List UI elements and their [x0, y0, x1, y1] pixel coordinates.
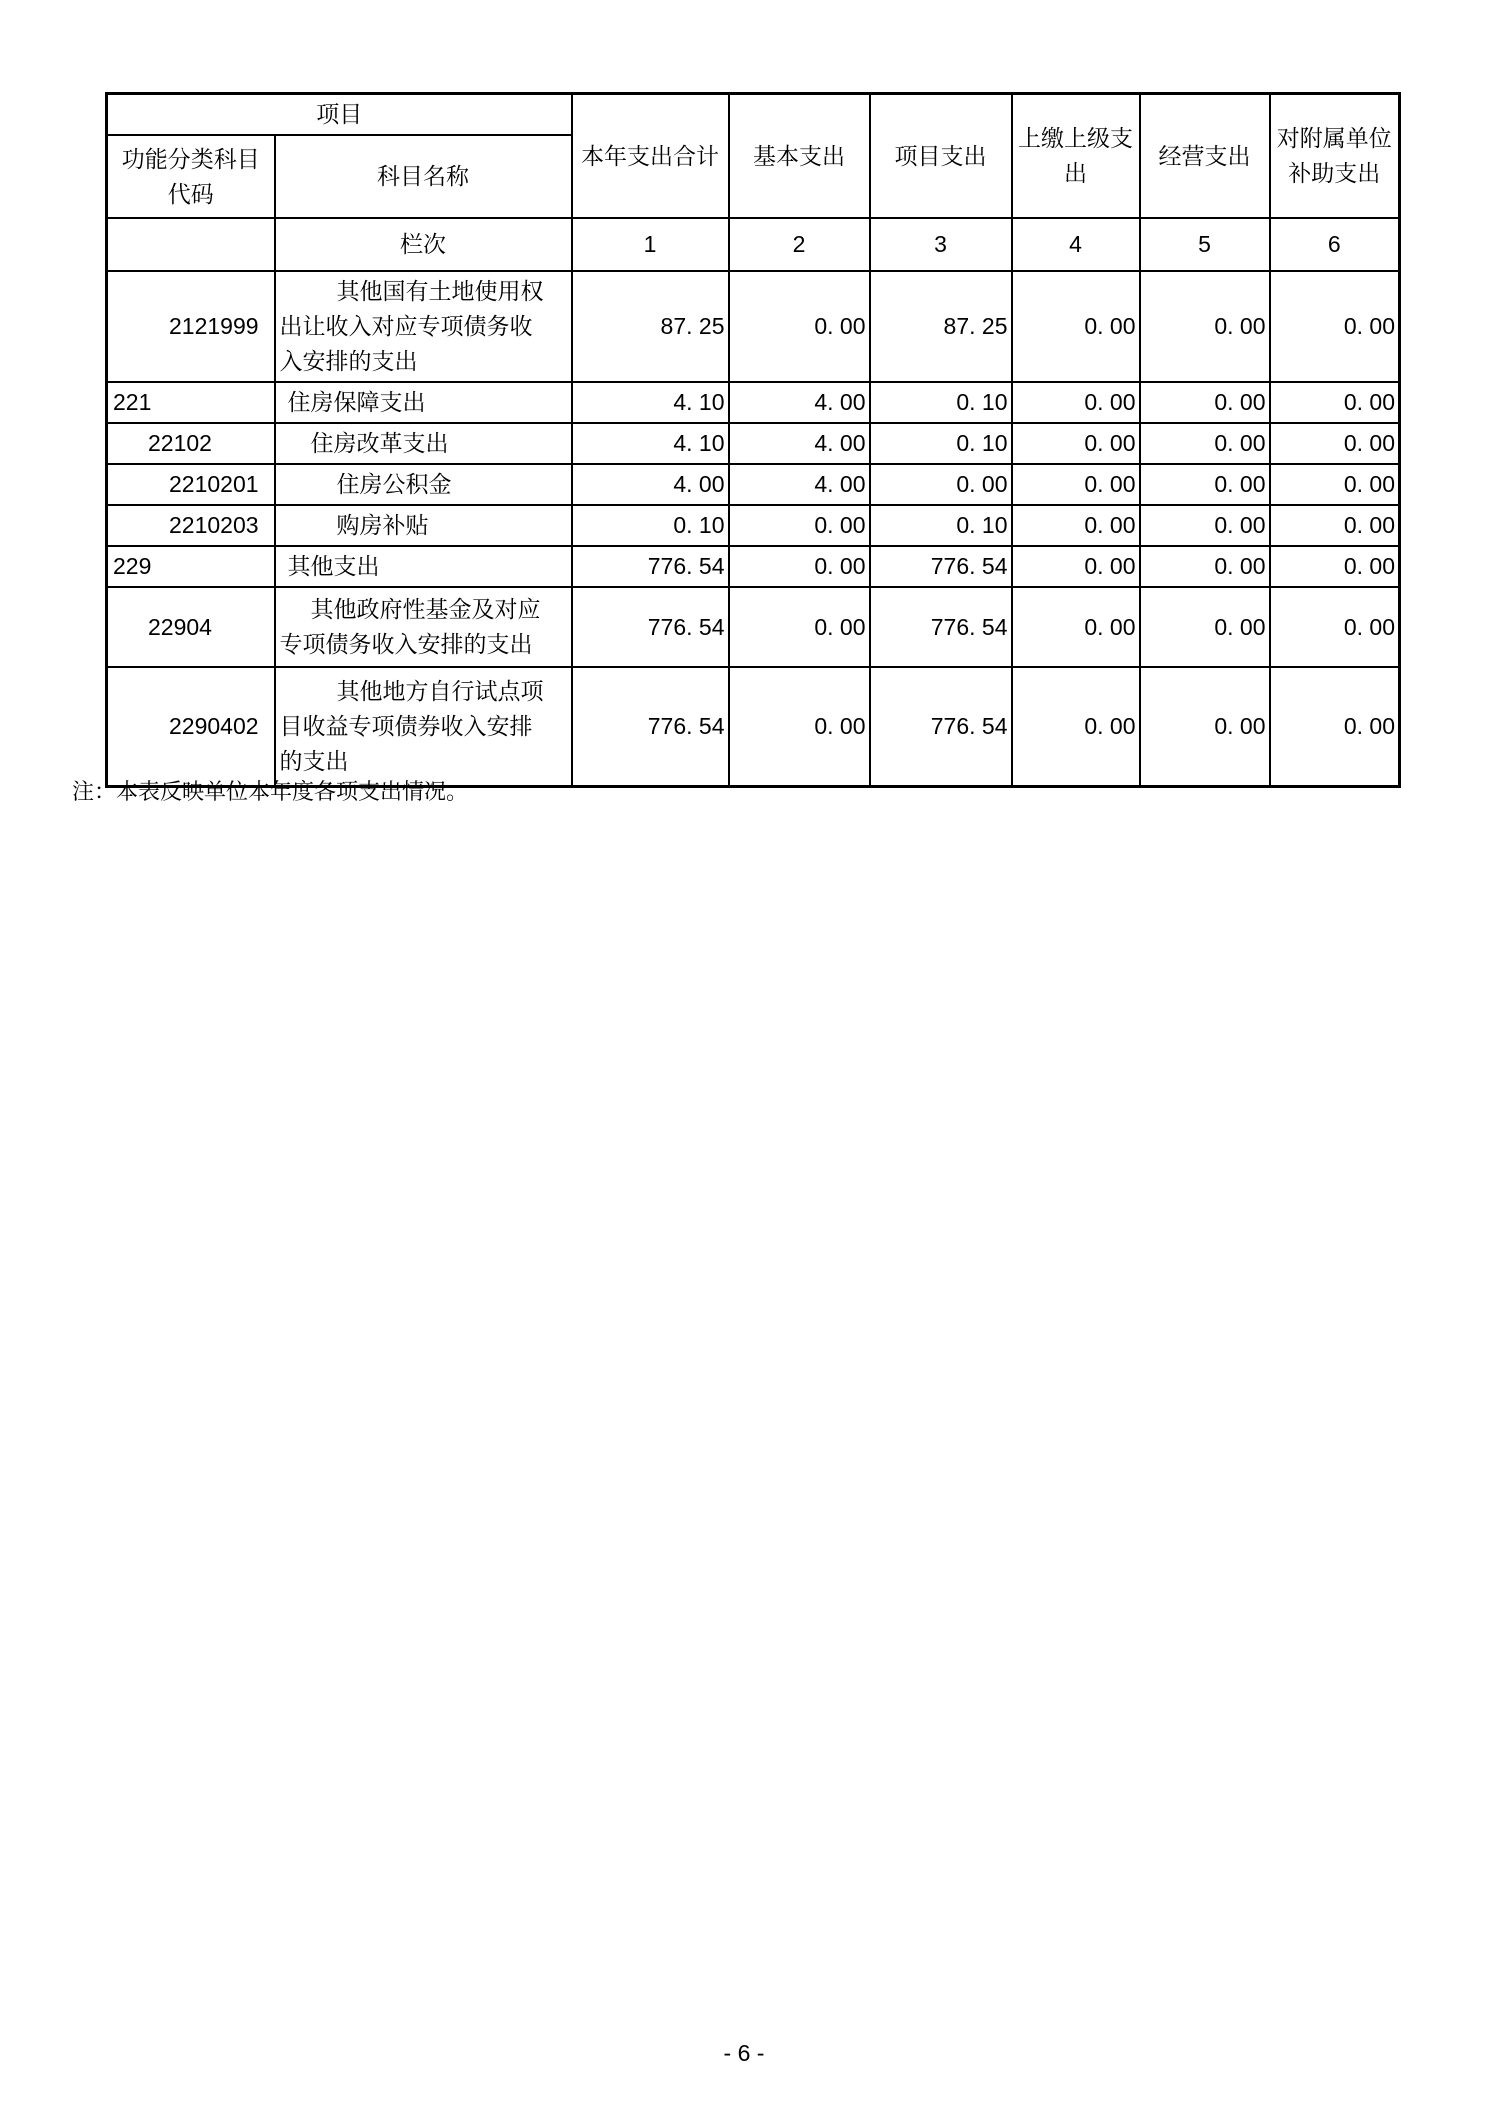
value-cell: 4. 10 [572, 423, 729, 464]
table-row [107, 546, 1400, 587]
value-cell: 0. 00 [1140, 587, 1270, 667]
value-cell: 87. 25 [572, 271, 729, 382]
value-cell: 0. 00 [1270, 587, 1400, 667]
function-code-cell: 2121999 [107, 271, 275, 382]
value-cell: 4. 00 [729, 464, 870, 505]
table-row [107, 505, 1400, 546]
value-cell: 0. 10 [870, 505, 1012, 546]
column-header-total-expenditure: 本年支出合计 [572, 94, 729, 219]
value-cell: 0. 10 [870, 382, 1012, 423]
value-cell: 0. 00 [1012, 546, 1140, 587]
function-code-cell: 2210203 [107, 505, 275, 546]
rank-number-cell: 6 [1270, 218, 1400, 271]
rank-number-cell: 3 [870, 218, 1012, 271]
value-cell: 0. 00 [729, 587, 870, 667]
rank-row [107, 218, 1400, 271]
table-row [107, 423, 1400, 464]
function-code-cell: 22904 [107, 587, 275, 667]
table-row [107, 271, 1400, 382]
subject-name-cell: 其他支出 [275, 546, 572, 587]
value-cell: 4. 10 [572, 382, 729, 423]
value-cell: 776. 54 [572, 587, 729, 667]
function-code-cell: 22102 [107, 423, 275, 464]
value-cell: 0. 00 [1270, 464, 1400, 505]
expenditure-table-container [105, 92, 1401, 788]
value-cell: 0. 00 [1012, 271, 1140, 382]
value-cell: 0. 10 [870, 423, 1012, 464]
column-header-operating-expenditure: 经营支出 [1140, 94, 1270, 219]
rank-number-cell: 1 [572, 218, 729, 271]
value-cell: 0. 00 [1012, 667, 1140, 786]
value-cell: 0. 00 [870, 464, 1012, 505]
subject-name-cell: 住房保障支出 [275, 382, 572, 423]
value-cell: 0. 10 [572, 505, 729, 546]
value-cell: 0. 00 [1270, 505, 1400, 546]
value-cell: 4. 00 [729, 423, 870, 464]
function-code-cell: 2210201 [107, 464, 275, 505]
table-note: 注：本表反映单位本年度各项支出情况。 [72, 779, 469, 804]
value-cell: 87. 25 [870, 271, 1012, 382]
value-cell: 0. 00 [1270, 271, 1400, 382]
function-code-cell: 2290402 [107, 667, 275, 786]
value-cell: 776. 54 [870, 587, 1012, 667]
expenditure-table [105, 92, 1401, 788]
rank-empty-cell [107, 218, 275, 271]
value-cell: 0. 00 [1140, 505, 1270, 546]
value-cell: 0. 00 [729, 271, 870, 382]
value-cell: 0. 00 [1140, 667, 1270, 786]
value-cell: 776. 54 [870, 667, 1012, 786]
function-code-cell: 229 [107, 546, 275, 587]
table-row [107, 667, 1400, 786]
value-cell: 0. 00 [1140, 464, 1270, 505]
value-cell: 0. 00 [1270, 546, 1400, 587]
column-header-basic-expenditure: 基本支出 [729, 94, 870, 219]
value-cell: 0. 00 [1270, 667, 1400, 786]
page-number: - 6 - [723, 2040, 765, 2066]
value-cell: 0. 00 [1012, 423, 1140, 464]
subject-name-cell: 其他地方自行试点项目收益专项债券收入安排的支出 [275, 667, 572, 786]
column-header-subject-name: 科目名称 [275, 135, 572, 218]
value-cell: 0. 00 [1140, 546, 1270, 587]
column-header-project-expenditure: 项目支出 [870, 94, 1012, 219]
subject-name-cell: 住房改革支出 [275, 423, 572, 464]
value-cell: 0. 00 [1012, 382, 1140, 423]
rank-number-cell: 4 [1012, 218, 1140, 271]
value-cell: 0. 00 [1012, 464, 1140, 505]
table-row [107, 587, 1400, 667]
subject-name-cell: 其他政府性基金及对应专项债务收入安排的支出 [275, 587, 572, 667]
function-code-cell: 221 [107, 382, 275, 423]
value-cell: 0. 00 [1140, 271, 1270, 382]
value-cell: 776. 54 [572, 667, 729, 786]
value-cell: 0. 00 [1012, 587, 1140, 667]
subject-name-cell: 其他国有土地使用权出让收入对应专项债务收入安排的支出 [275, 271, 572, 382]
header-row-project [107, 94, 1400, 136]
value-cell: 0. 00 [1270, 423, 1400, 464]
value-cell: 0. 00 [1140, 382, 1270, 423]
column-header-function-code: 功能分类科目代码 [107, 135, 275, 218]
rank-label-cell: 栏次 [275, 218, 572, 271]
subject-name-cell: 购房补贴 [275, 505, 572, 546]
subject-name-cell: 住房公积金 [275, 464, 572, 505]
value-cell: 4. 00 [729, 382, 870, 423]
rank-number-cell: 2 [729, 218, 870, 271]
table-row [107, 464, 1400, 505]
project-group-header: 项目 [107, 94, 572, 136]
column-header-upturned-expenditure: 上缴上级支出 [1012, 94, 1140, 219]
value-cell: 0. 00 [729, 546, 870, 587]
value-cell: 776. 54 [572, 546, 729, 587]
column-header-subsidy-expenditure: 对附属单位补助支出 [1270, 94, 1400, 219]
value-cell: 0. 00 [1012, 505, 1140, 546]
value-cell: 4. 00 [572, 464, 729, 505]
value-cell: 0. 00 [1140, 423, 1270, 464]
table-row [107, 382, 1400, 423]
value-cell: 0. 00 [729, 667, 870, 786]
value-cell: 776. 54 [870, 546, 1012, 587]
table-body [107, 271, 1400, 786]
rank-number-cell: 5 [1140, 218, 1270, 271]
value-cell: 0. 00 [1270, 382, 1400, 423]
value-cell: 0. 00 [729, 505, 870, 546]
